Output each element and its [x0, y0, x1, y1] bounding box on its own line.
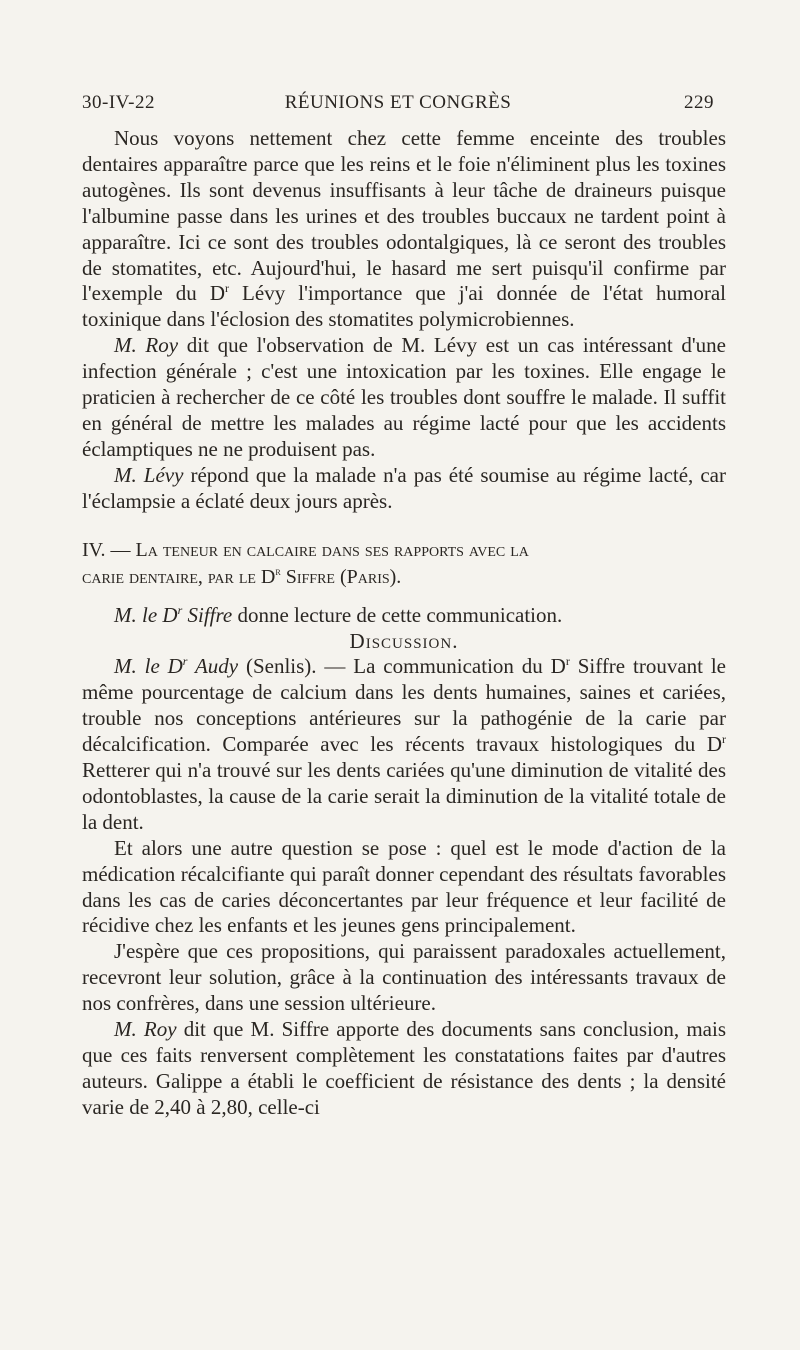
discussion-heading: Discussion. — [349, 628, 459, 653]
section-heading: IV. — La teneur en calcaire dans ses rapports avec la carie dentaire, par le $D^r$ Siffre (Paris). — [82, 538, 529, 588]
speaker-name: M. Roy — [114, 333, 179, 358]
paragraph-6: Et alors une autre question se pose : quel est le mode d'action de la médication récalcifiante qui paraît donner cependant des résultats favorables dans les cas de caries déconcertantes par leur fréquence et leur facilité de récidive chez les enfants et les jeunes gens principalement. — [82, 835, 726, 938]
header-title: RÉUNIONS ET CONGRÈS — [284, 92, 512, 113]
paragraph-4: M. le $D^r$ Siffre donne lecture de cette communication. — [114, 602, 563, 627]
paragraph-1: Nous voyons nettement chez cette femme enceinte des troubles dentaires apparaître parce que les reins et le foie n'éliminent plus les toxines autogènes. Ils sont devenus insuffisants à leur tâche de draineurs puisque l'albumine passe dans les urines et des troubles buccaux ne tardent point à apparaître. Ici ce sont des troubles odontalgiques, là ce seront des troubles de stomatites, etc. Aujourd'hui, le hasard me sert puisqu'il confirme par l'exemple du $D^r$ Lévy l'importance que j'ai donnée de l'état humoral toxinique dans l'éclosion des stomatites polymicrobiennes. — [82, 126, 727, 332]
speaker-name: M. le $D^r$ Siffre — [114, 602, 233, 627]
paragraph-8: M. Roy dit que M. Siffre apporte des documents sans conclusion, mais que ces faits renversent complètement les constatations faites par d'autres auteurs. Galippe a établi le coefficient de résistance des dents ; la densité varie de 2,40 à 2,80, celle-ci — [82, 1017, 726, 1119]
paragraph-7: J'espère que ces propositions, qui paraissent paradoxales actuellement, recevront leur solution, grâce à la continuation des intéressants travaux de nos confrères, dans une session ultérieure. — [82, 939, 726, 1016]
paragraph-3: M. Lévy répond que la malade n'a pas été soumise au régime lacté, car l'éclampsie a éclaté deux jours après. — [82, 462, 726, 513]
paragraph-5: M. le $D^r$ Audy (Senlis). — La communication du $D^r$ Siffre trouvant le même pourcentage de calcium dans les dents humaines, saines et cariées, trouble nos conceptions antérieures sur la pathogénie de la carie par décalcification. Comparée avec les récents travaux histologiques du $D^r$ Retterer qui n'a trouvé sur les dents cariées qu'une diminution de vitalité des odontoblastes, la cause de la carie serait la diminution de la vitalité totale de la dent. — [82, 654, 726, 834]
speaker-name: M. Roy — [114, 1017, 177, 1042]
page-number: 229 — [684, 92, 714, 113]
speaker-name: M. Lévy — [114, 462, 184, 487]
paragraph-2: M. Roy dit que l'observation de M. Lévy est un cas intéressant d'une infection générale ; c'est une intoxication par les toxines. Elle engage le praticien à rechercher de ce côté les troubles dont souffre le malade. Il suffit en général de mettre les malades au régime lacté pour que les accidents éclamptiques ne ne produisent pas. — [82, 333, 726, 461]
header-date: 30-IV-22 — [82, 92, 155, 113]
speaker-name: M. le $D^r$ Audy — [114, 654, 239, 679]
page-body — [82, 126, 726, 1121]
